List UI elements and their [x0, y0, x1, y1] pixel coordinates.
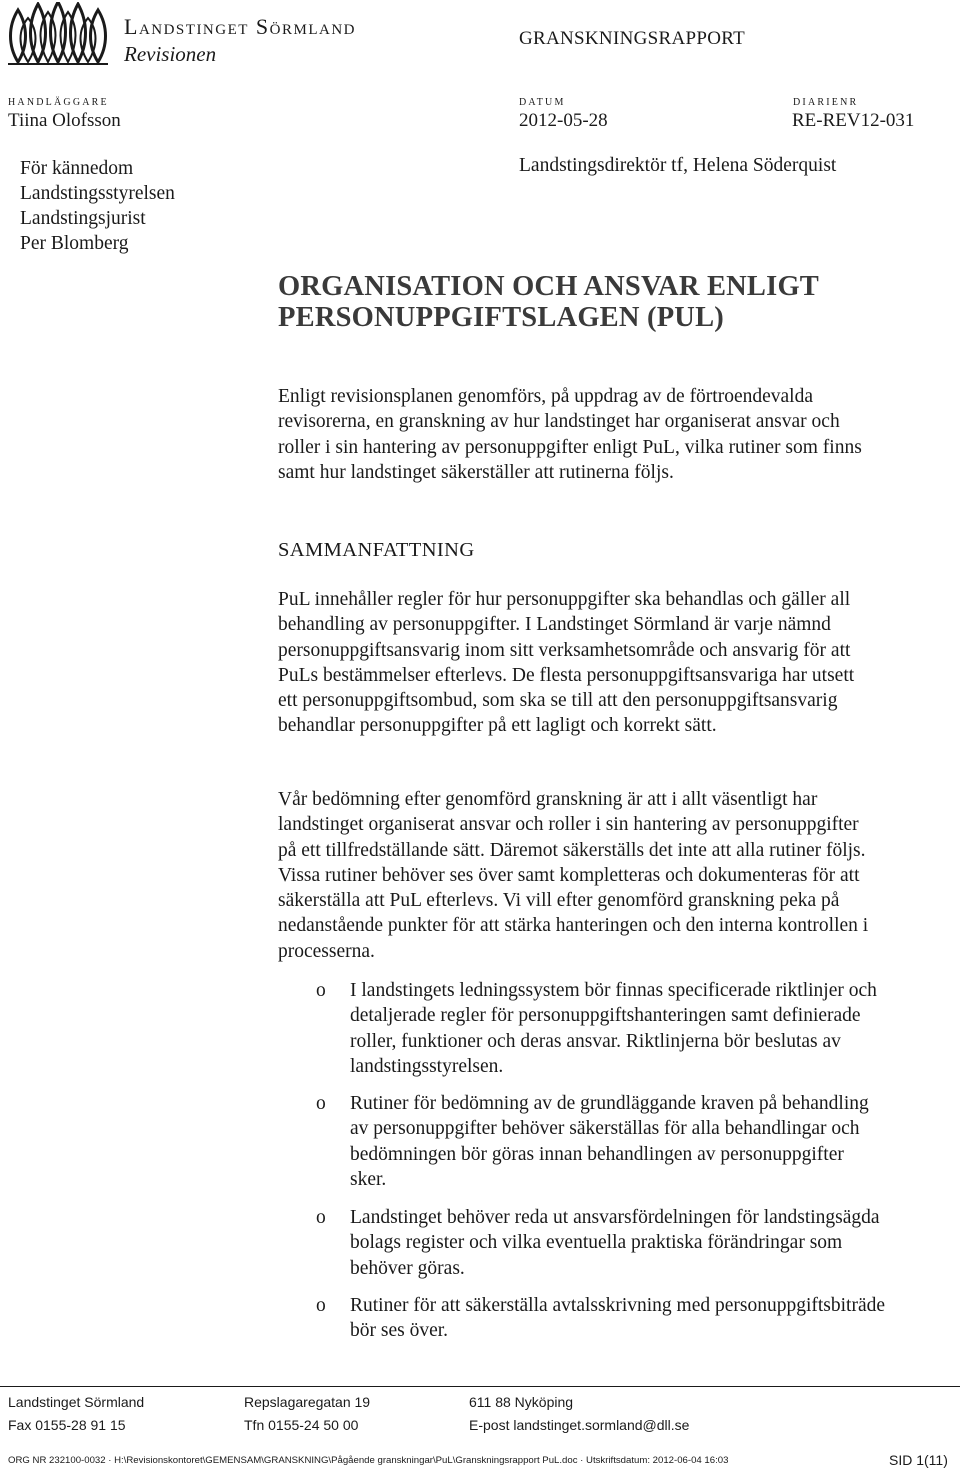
- text-line: Vissa rutiner behöver ses över samt kompletteras och dokumenteras för att: [278, 864, 860, 886]
- handlaggare-value: Tiina Olofsson: [8, 110, 121, 131]
- text-line: Rutiner för att säkerställa avtalsskrivning med personuppgiftsbiträde: [350, 1295, 886, 1316]
- document-type: GRANSKNINGSRAPPORT: [519, 28, 745, 49]
- summary-paragraph: [278, 587, 953, 739]
- text-line: av personuppgifter behöver säkerställas för alla behandlingar och: [350, 1118, 860, 1140]
- diarienr-label: DIARIENR: [793, 97, 859, 108]
- text-line: landstinget organiserat ansvar och roller i sin hantering av personuppgifter: [278, 814, 859, 836]
- summary-heading: SAMMANFATTNING: [278, 539, 475, 561]
- text-line: Rutiner för bedömning av de grundläggande kraven på behandling: [350, 1093, 869, 1114]
- text-line: säkerställa att PuL efterlevs. Vi vill efter genomförd granskning peka på: [278, 890, 840, 912]
- footer-divider: [0, 1386, 960, 1387]
- diarienr-value: RE-REV12-031: [792, 110, 915, 131]
- title-line: PERSONUPPGIFTSLAGEN (PUL): [278, 302, 724, 333]
- text-line: revisorerna, en granskning av hur landstinget har organiserat ansvar och: [278, 411, 840, 433]
- footer-city: 611 88 Nyköping: [469, 1394, 574, 1410]
- text-line: Landstinget behöver reda ut ansvarsfördelningen för landstingsägda: [350, 1207, 880, 1228]
- text-line: I landstingets ledningssystem bör finnas specificerade riktlinjer och: [350, 980, 877, 1001]
- handlaggare-label: HANDLÄGGARE: [8, 97, 109, 108]
- text-line: behandling av personuppgifter. I Landstinget Sörmland är varje nämnd: [278, 614, 831, 636]
- footer-address: Repslagaregatan 19: [244, 1394, 371, 1410]
- landstinget-tulip-logo-icon: [4, 2, 112, 66]
- text-line: bedömningen bör göras innan behandlingen av personuppgifter: [350, 1143, 844, 1165]
- organization-unit: Revisionen: [124, 42, 217, 66]
- text-line: samt hur landstinget säkerställer att rutinerna följs.: [278, 461, 674, 483]
- text-line: bolags register och vilka eventuella praktiska förändringar som: [350, 1232, 843, 1254]
- text-line: detaljerade regler för personuppgiftshanteringen samt definierade: [350, 1005, 861, 1027]
- text-line: Vår bedömning efter genomförd granskning är att i allt väsentligt har: [278, 789, 818, 810]
- distribution-item: Landstingsstyrelsen: [20, 183, 175, 204]
- text-line: PuL innehåller regler för hur personuppgifter ska behandlas och gäller all: [278, 589, 851, 610]
- distribution-item: För kännedom: [20, 158, 134, 179]
- recipient: Landstingsdirektör tf, Helena Söderquist: [519, 155, 837, 176]
- footer-fine-print: ORG NR 232100-0032 · H:\Revisionskontoret\GEMENSAM\GRANSKNING\Pågående granskningar\PuL\Granskningsrapport PuL.doc · Utskriftsdatum: 2012-06-04 16:03: [8, 1455, 729, 1466]
- datum-value: 2012-05-28: [519, 110, 608, 131]
- assessment-paragraph: [278, 787, 953, 964]
- footer-fax: Fax 0155-28 91 15: [8, 1417, 126, 1433]
- text-line: sker.: [350, 1168, 387, 1190]
- text-line: roller, funktioner och deras ansvar. Riktlinjerna bör beslutas av: [350, 1030, 841, 1052]
- distribution-item: Landstingsjurist: [20, 208, 146, 229]
- distribution-list: [20, 156, 175, 256]
- text-line: Enligt revisionsplanen genomförs, på uppdrag av de förtroendevalda: [278, 386, 814, 407]
- text-line: behandlar personuppgifter på ett lagligt och korrekt sätt.: [278, 715, 717, 737]
- bullet-marker: o: [316, 1295, 326, 1316]
- footer-org: Landstinget Sörmland: [8, 1394, 145, 1410]
- distribution-item: Per Blomberg: [20, 233, 129, 254]
- bullet-marker: o: [316, 980, 326, 1001]
- report-title: [278, 271, 819, 333]
- text-line: personuppgiftsansvarig inom sitt verksamhetsområde och ansvarig för att: [278, 639, 851, 661]
- text-line: nedanstående punkter för att stärka hanteringen och den interna kontrollen i: [278, 915, 869, 937]
- text-line: processerna.: [278, 940, 375, 962]
- bullet-marker: o: [316, 1207, 326, 1228]
- datum-label: DATUM: [519, 97, 566, 108]
- text-line: på ett tillfredställande sätt. Däremot säkerställs det inte att alla rutiner följs.: [278, 839, 866, 861]
- text-line: PuLs bestämmelser efterlevs. De flesta personuppgiftsansvariga har utsett: [278, 664, 855, 686]
- bullet-marker: o: [316, 1093, 326, 1114]
- organization-name: Landstinget Sörmland: [124, 14, 356, 39]
- intro-paragraph: [278, 384, 953, 485]
- text-line: ett personuppgiftsombud, som ska se till att den personuppgiftsansvarig: [278, 690, 838, 712]
- title-line: ORGANISATION OCH ANSVAR ENLIGT: [278, 271, 820, 302]
- text-line: bör ses över.: [350, 1320, 449, 1342]
- page-number: SID 1(11): [889, 1452, 948, 1468]
- text-line: roller i sin hantering av personuppgifter enligt PuL, vilka rutiner som finns: [278, 436, 862, 458]
- footer-phone: Tfn 0155-24 50 00: [244, 1417, 359, 1433]
- text-line: behöver göras.: [350, 1257, 465, 1279]
- text-line: landstingsstyrelsen.: [350, 1055, 504, 1077]
- footer-email: E-post landstinget.sormland@dll.se: [469, 1417, 690, 1433]
